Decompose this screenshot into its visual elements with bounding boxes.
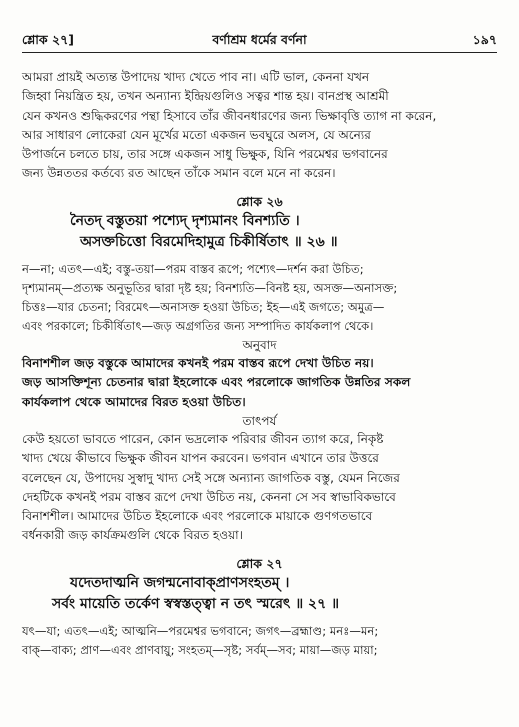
page-body [22,68,497,660]
synonym-line: যৎ—যা; এতৎ—এই; আত্মনি—পরমেশ্বর ভগবানে; জগৎ—ব্রহ্মাণ্ড; মনঃ—মন; [22,623,379,638]
intro-paragraph [22,68,497,184]
verse-26-heading: শ্লোক ২৬ [236,193,283,209]
intro-line: জিহ্বা নিয়ন্ত্রিত হয়, তখন অন্যান্য ইন্দ্রিয়গুলিও সত্বর শান্ত হয়। বানপ্রস্থ আশ্রমী [22,89,389,104]
intro-line: যেন কখনও শুদ্ধিকরণের পন্থা হিসাবে তাঁর জীবনধারণের জন্য ভিক্ষাবৃত্তি ত্যাগ না করেন, [22,108,437,123]
page-number: ১৯৭ [472,32,497,47]
translation-heading: অনুবাদ [242,337,277,352]
synonym-line: ন—না; এতৎ—এই; বস্তু-তয়া—পরম বাস্তব রূপে; পশ্যেৎ—দর্শন করা উচিত; [22,261,364,276]
verse-27-heading: শ্লোক ২৭ [236,555,283,571]
translation-line: বিনাশশীল জড় বস্তুকে আমাদের কখনই পরম বাস্তব রূপে দেখা উচিত নয়। [22,355,374,370]
translation-line: জড় আসক্তিশূন্য চেতনার দ্বারা ইহলোকে এবং পরলোকে জাগতিক উন্নতির সকল [22,375,411,390]
purport-line: বিনাশশীল। আমাদের উচিত ইহলোকে এবং পরলোকে মায়াকে গুণগতভাবে [22,509,373,524]
verse-27-synonyms [22,622,497,660]
purport-line: দেহটিকে কখনই পরম বাস্তব রূপে দেখা উচিত নয়, কেননা সে সব স্বাভাবিকভাবে [22,489,396,504]
purport-line: খাদ্য খেয়ে কীভাবে ভিক্ষুক জীবন যাপন করবেন। ভগবান এখানে তার উত্তরে [22,451,379,466]
intro-line: জন্য উন্নততর কর্তব্যে রত আছেন তাঁকে সমান বলে মনে না করেন। [22,166,336,181]
verse-26-line-1: নৈতদ্ বস্তুতয়া পশ্যেদ্ দৃশ্যমানং বিনশ্যতি । [70,212,300,229]
translation-line: কার্যকলাপ থেকে আমাদের বিরত হওয়া উচিত। [22,394,246,409]
intro-line: আমরা প্রায়ই অত্যন্ত উপাদেয় খাদ্য খেতে পাব না। এটি ভাল, কেননা যখন [22,70,370,84]
purport-line: বর্ধনকারী জড় কার্যক্রমগুলি থেকে বিরত হওয়া। [22,528,243,543]
header-verse-ref: শ্লোক ২৭] [22,32,74,47]
running-header [22,30,497,53]
verse-26-line-2: অসক্তচিত্তো বিরমেদিহামুত্র চিকীর্ষিতাৎ ॥ ২৬ ॥ [80,234,338,251]
verse-26-purport [22,430,497,546]
verse-27-line-2: সর্বং মায়েতি তর্কেণ স্বস্বস্তত্ত্বা ন তৎ স্মরেৎ ॥ ২৭ ॥ [52,596,340,613]
synonym-line: বাক্—বাক্য; প্রাণ—এবং প্রাণবায়ু; সংহতম্—সৃষ্ট; সর্বম্—সব; মায়া—জড় মায়া; [22,642,378,657]
header-chapter-title: বর্ণাশ্রম ধর্মের বর্ণনা [212,32,307,47]
verse-26-synonyms [22,260,497,336]
purport-line: কেউ হয়তো ভাবতে পারেন, কোন ভদ্রলোক পরিবার জীবন ত্যাগ করে, নিকৃষ্ট [22,432,384,446]
purport-line: বলেছেন যে, উপাদেয় সুস্বাদু খাদ্য সেই সঙ্গে অন্যান্য জাগতিক বস্তু, যেমন নিজের [22,470,400,485]
intro-line: আর সাধারণ লোকেরা যেন মূর্খের মতো একজন ভবঘুরে অলস, যে অন্যের [22,127,371,142]
synonym-line: দৃশ্যমানম্—প্রত্যক্ষ অনুভূতির দ্বারা দৃষ্ট হয়; বিনশ্যতি—বিনষ্ট হয়, অসক্ত—অনাসক্ত; [22,280,398,295]
verse-27-line-1: যদেতদাত্মনি জগন্মনোবাক্প্রাণসংহতম্ । [70,574,290,591]
synonym-line: এবং পরকালে; চিকীর্ষিতাৎ—জড় অগ্রগতির জন্য সম্পাদিত কার্যকলাপ থেকে। [22,318,374,333]
purport-heading: তাৎপর্য [242,414,277,428]
intro-line: উপার্জনে চলতে চায়, তার সঙ্গে একজন সাধু ভিক্ষুক, যিনি পরমেশ্বর ভগবানের [22,147,388,162]
synonym-line: চিত্তঃ—যার চেতনা; বিরমেৎ—অনাসক্ত হওয়া উচিত; ইহ—এই জগতে; অমুত্র— [22,299,385,314]
verse-26-translation [22,354,497,412]
